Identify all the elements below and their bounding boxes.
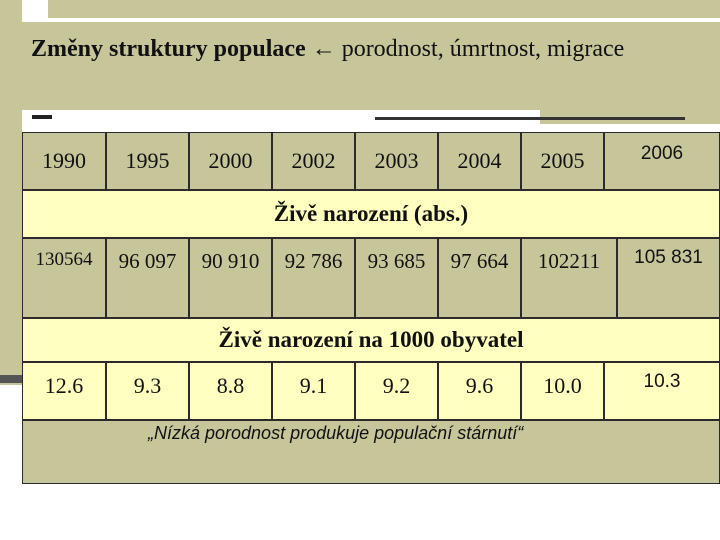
rate-header: Živě narození na 1000 obyvatel (22, 318, 720, 362)
rate-cell: 10.3 (604, 362, 720, 420)
year-cell: 2003 (355, 132, 438, 190)
births-cell: 105 831 (617, 238, 720, 318)
births-cell: 97 664 (438, 238, 521, 318)
population-table (22, 132, 720, 484)
title-bold: Změny struktury populace (31, 36, 306, 62)
rate-cell: 9.1 (272, 362, 355, 420)
rate-cell: 8.8 (189, 362, 272, 420)
rate-cell: 9.2 (355, 362, 438, 420)
title-rule (375, 117, 685, 120)
top-decoration (48, 0, 720, 18)
births-cell: 92 786 (272, 238, 355, 318)
year-cell: 2006 (604, 132, 720, 190)
rate-cell: 12.6 (22, 362, 106, 420)
rate-cell: 9.6 (438, 362, 521, 420)
rate-cell: 10.0 (521, 362, 604, 420)
slide-title (31, 34, 691, 65)
year-cell: 2002 (272, 132, 355, 190)
year-cell: 2000 (189, 132, 272, 190)
year-cell: 1990 (22, 132, 106, 190)
title-arrow: ← (311, 36, 336, 62)
year-cell: 2004 (438, 132, 521, 190)
births-cell: 90 910 (189, 238, 272, 318)
live-births-header: Živě narození (abs.) (22, 190, 720, 238)
births-cell: 102211 (521, 238, 617, 318)
rate-cell: 9.3 (106, 362, 189, 420)
births-cell: 93 685 (355, 238, 438, 318)
births-cell: 96 097 (106, 238, 189, 318)
quote: „Nízká porodnost produkuje populační stárnutí“ (22, 420, 720, 484)
year-cell: 2005 (521, 132, 604, 190)
title-underline-left (32, 115, 52, 119)
title-rest: porodnost, úmrtnost, migrace (341, 36, 625, 62)
births-cell: 130564 (22, 238, 106, 318)
year-cell: 1995 (106, 132, 189, 190)
